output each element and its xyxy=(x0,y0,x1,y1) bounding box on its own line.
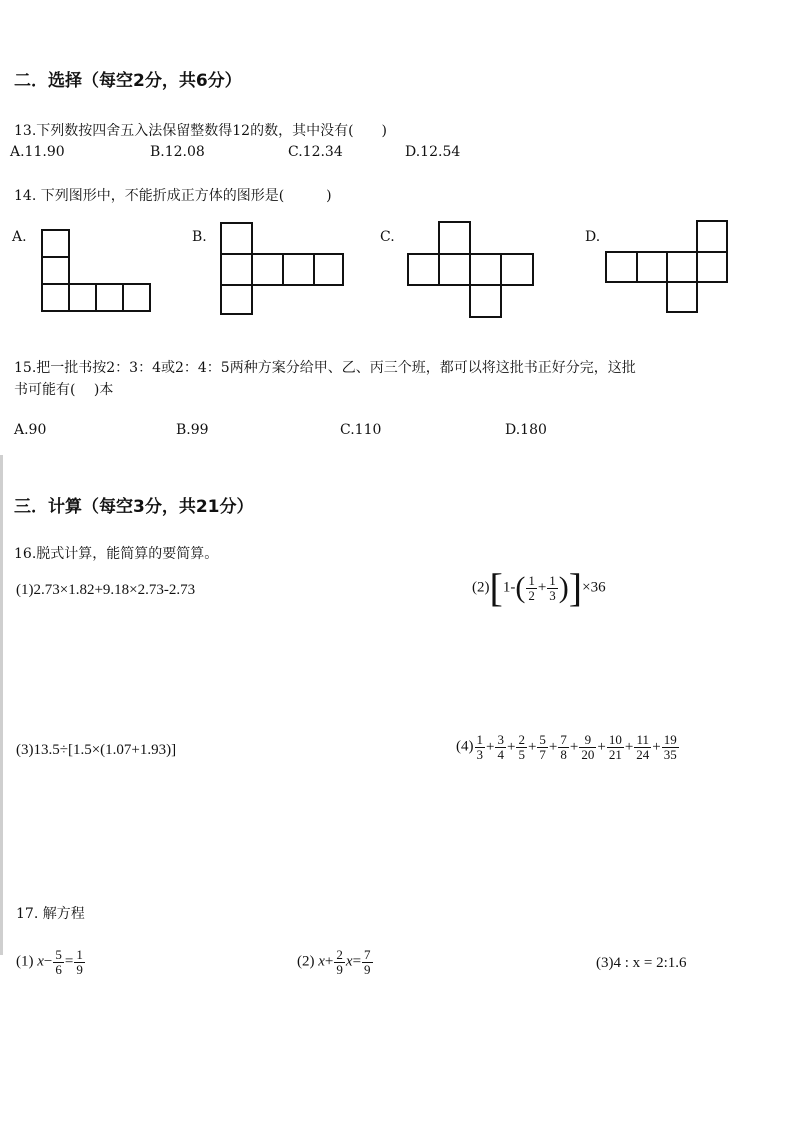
net-square xyxy=(220,253,253,286)
fraction: $\frac{5}{7}$ xyxy=(539,732,546,762)
plus-sign: + xyxy=(597,738,606,755)
net-square xyxy=(500,253,534,286)
net-square xyxy=(636,251,668,283)
net-square xyxy=(41,229,70,258)
fraction: $\frac{5}{6}$ xyxy=(55,947,62,977)
net-square xyxy=(220,222,253,255)
q17-equation-1 xyxy=(16,948,86,976)
net-square xyxy=(469,253,502,286)
fraction: $\frac{9}{20}$ xyxy=(581,732,595,762)
q16-part-4 xyxy=(456,733,680,761)
fraction: $\frac{3}{4}$ xyxy=(497,732,504,762)
net-square xyxy=(220,284,253,315)
net-square xyxy=(696,220,728,253)
q15-option-a: A.90 xyxy=(14,422,47,438)
bracket-open: [ xyxy=(489,565,503,610)
fraction: $\frac{1}{9}$ xyxy=(76,947,83,977)
q14-label-d: D. xyxy=(585,229,601,245)
q14-label-c: C. xyxy=(380,229,395,245)
part-label: (2) xyxy=(472,579,490,596)
part-label: (2) xyxy=(297,953,315,970)
plus-sign: + xyxy=(506,738,516,755)
q16-part-3: (3)13.5÷[1.5×(1.07+1.93)] xyxy=(16,742,177,758)
net-square xyxy=(95,283,124,312)
q16-part-2: (2)[1-( $\frac{1}{2}$ + $\frac{1}{3}$ )]×36 xyxy=(472,565,606,610)
net-square xyxy=(605,251,638,283)
fraction: $\frac{1}{2}$ xyxy=(528,572,535,603)
q15-option-b: B.99 xyxy=(176,422,209,438)
q13-option-c: C.12.34 xyxy=(288,144,343,160)
variable-x: x xyxy=(318,953,325,970)
net-square xyxy=(407,253,440,286)
net-square xyxy=(313,253,344,286)
q16-part-1: (1)2.73×1.82+9.18×2.73-2.73 xyxy=(16,582,196,598)
fraction: $\frac{1}{3}$ xyxy=(476,732,483,762)
plus-sign: + xyxy=(652,738,661,755)
q17-equation-3: (3)4 : x = 2:1.6 xyxy=(596,955,687,971)
fraction: $\frac{10}{21}$ xyxy=(608,732,622,762)
q15-option-c: C.110 xyxy=(340,422,382,438)
fraction: $\frac{7}{8}$ xyxy=(560,732,567,762)
part-label: (1) xyxy=(16,953,34,970)
q14-label-a: A. xyxy=(12,229,27,245)
net-square xyxy=(438,221,471,255)
net-square xyxy=(251,253,284,286)
section-2-title: 二．选择（每空2分，共6分） xyxy=(14,71,242,91)
net-square xyxy=(666,251,698,283)
q17-equation-2 xyxy=(297,948,374,976)
net-square xyxy=(469,284,502,318)
question-14: 14. 下列图形中，不能折成正方体的图形是( ) xyxy=(14,188,332,204)
question-15-line-1: 15.把一批书按2：3：4或2：4：5两种方案分给甲、乙、丙三个班，都可以将这批书正好分完，这批 xyxy=(14,360,636,376)
net-square xyxy=(696,251,728,283)
plus-sign: + xyxy=(569,738,579,755)
fraction-sum xyxy=(474,732,680,762)
q15-option-d: D.180 xyxy=(505,422,547,438)
fraction: $\frac{11}{24}$ xyxy=(636,732,650,762)
fraction: $\frac{7}{9}$ xyxy=(364,947,371,977)
q13-option-d: D.12.54 xyxy=(405,144,461,160)
net-square xyxy=(122,283,151,312)
net-square xyxy=(41,283,70,312)
q14-label-b: B. xyxy=(192,229,207,245)
net-square xyxy=(666,281,698,313)
plus-sign: + xyxy=(486,738,495,755)
net-square xyxy=(282,253,315,286)
net-square xyxy=(68,283,97,312)
operator: − xyxy=(43,953,53,970)
equals-sign: = xyxy=(64,953,74,970)
fraction: $\frac{2}{5}$ xyxy=(518,732,525,762)
part-label: (4) xyxy=(456,738,474,755)
question-15-line-2: 书可能有( )本 xyxy=(14,382,114,398)
net-square xyxy=(41,256,70,285)
q13-option-b: B.12.08 xyxy=(150,144,205,160)
page-edge-shadow xyxy=(0,455,3,955)
plus-sign: + xyxy=(527,738,537,755)
expr-text: 1- xyxy=(502,579,516,596)
variable-x: x xyxy=(345,953,353,970)
question-13: 13.下列数按四舍五入法保留整数得12的数，其中没有( ) xyxy=(14,123,388,139)
question-16-title: 16.脱式计算，能简算的要简算。 xyxy=(14,546,219,562)
fraction: $\frac{2}{9}$ xyxy=(336,947,343,977)
operator: + xyxy=(324,953,334,970)
paren-close: ) xyxy=(558,571,569,604)
net-square xyxy=(438,253,471,286)
question-17-title: 17. 解方程 xyxy=(16,906,85,922)
plus-sign: + xyxy=(548,738,558,755)
expr-text: ×36 xyxy=(582,579,606,596)
section-3-title: 三．计算（每空3分，共21分） xyxy=(14,497,254,517)
fraction: $\frac{19}{35}$ xyxy=(663,732,677,762)
bracket-close: ] xyxy=(568,565,583,610)
paren-open: ( xyxy=(515,571,526,604)
q13-option-a: A.11.90 xyxy=(10,144,65,160)
fraction: $\frac{1}{3}$ xyxy=(549,572,556,603)
variable-x: x xyxy=(37,953,44,970)
equals-sign: = xyxy=(352,953,362,970)
plus-sign: + xyxy=(624,738,634,755)
